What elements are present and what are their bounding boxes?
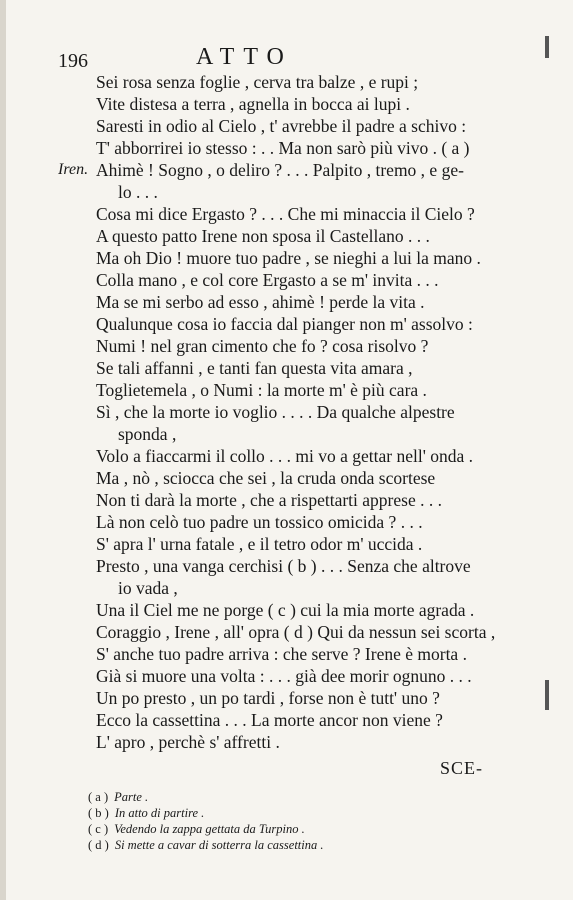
verse-line: Numi ! nel gran cimento che fo ? cosa risolvo ? xyxy=(96,336,429,356)
verse-line: Ecco la cassettina . . . La morte ancor non viene ? xyxy=(96,710,443,730)
verse-line: Già si muore una volta : . . . già dee morir ognuno . . . xyxy=(96,666,472,686)
verse-line: Colla mano , e col core Ergasto a se m' invita . . . xyxy=(96,270,439,290)
footnote-mark: ( c ) xyxy=(88,822,109,836)
verse-line: sponda , xyxy=(118,424,177,444)
verse-line: Una il Ciel me ne porge ( c ) cui la mia morte agrada . xyxy=(96,600,475,620)
page-gutter xyxy=(0,0,6,900)
verse-line: T' abborrirei io stesso : . . Ma non sarò più vivo . ( a ) xyxy=(96,138,470,158)
footnote xyxy=(88,806,204,821)
verse-line: Qualunque cosa io faccia dal pianger non m' assolvo : xyxy=(96,314,473,334)
verse-line: Sì , che la morte io voglio . . . . Da qualche alpestre xyxy=(96,402,455,422)
verse-line: Un po presto , un po tardi , forse non è tutt' uno ? xyxy=(96,688,440,708)
verse-line: Là non celò tuo padre un tossico omicida ? . . . xyxy=(96,512,423,532)
verse-line: Ma , nò , sciocca che sei , la cruda onda scortese xyxy=(96,468,436,488)
verse-line: A questo patto Irene non sposa il Castellano . . . xyxy=(96,226,430,246)
footnote-mark: ( d ) xyxy=(88,838,109,852)
footnote-mark: ( a ) xyxy=(88,790,109,804)
verse-line: Saresti in odio al Cielo , t' avrebbe il padre a schivo : xyxy=(96,116,467,136)
page-number: 196 xyxy=(58,50,88,72)
verse-line: L' apro , perchè s' affretti . xyxy=(96,732,280,752)
verse-line: S' anche tuo padre arriva : che serve ? Irene è morta . xyxy=(96,644,467,664)
verse-line: Non ti darà la morte , che a rispettarti apprese . . . xyxy=(96,490,442,510)
verse-line: S' apra l' urna fatale , e il tetro odor m' uccida . xyxy=(96,534,423,554)
footnote xyxy=(88,822,305,837)
margin-mark xyxy=(545,680,549,710)
verse-line: Presto , una vanga cerchisi ( b ) . . . Senza che altrove xyxy=(96,556,471,576)
footnote xyxy=(88,790,148,805)
verse-line: Ahimè ! Sogno , o deliro ? . . . Palpito , tremo , e ge- xyxy=(96,160,464,180)
verse-line: io vada , xyxy=(118,578,178,598)
footnote-text: Si mette a cavar di sotterra la cassettina . xyxy=(114,838,324,852)
footnote-text: Vedendo la zappa gettata da Turpino . xyxy=(114,822,305,836)
verse-line: Vite distesa a terra , agnella in bocca ai lupi . xyxy=(96,94,410,114)
verse-line: Cosa mi dice Ergasto ? . . . Che mi minaccia il Cielo ? xyxy=(96,204,475,224)
verse-line: lo . . . xyxy=(118,182,158,202)
verse-line: Se tali affanni , e tanti fan questa vita amara , xyxy=(96,358,413,378)
footnote-text: In atto di partire . xyxy=(114,806,205,820)
footnote-text: Parte . xyxy=(114,790,149,804)
footnote xyxy=(88,838,323,853)
speaker-label: Iren. xyxy=(58,161,89,178)
verse-line: Sei rosa senza foglie , cerva tra balze , e rupi ; xyxy=(96,72,419,92)
verse-line: Coraggio , Irene , all' opra ( d ) Qui da nessun sei scorta , xyxy=(96,622,496,642)
verse-line: Ma se mi serbo ad esso , ahimè ! perde la vita . xyxy=(96,292,425,312)
running-title: ATTO xyxy=(196,44,293,70)
footnote-mark: ( b ) xyxy=(88,806,109,820)
verse-line: Toglietemela , o Numi : la morte m' è più cara . xyxy=(96,380,427,400)
catchword: SCE- xyxy=(440,758,484,778)
margin-mark xyxy=(545,36,549,58)
verse-line: Volo a fiaccarmi il collo . . . mi vo a gettar nell' onda . xyxy=(96,446,474,466)
verse-line: Ma oh Dio ! muore tuo padre , se nieghi a lui la mano . xyxy=(96,248,481,268)
